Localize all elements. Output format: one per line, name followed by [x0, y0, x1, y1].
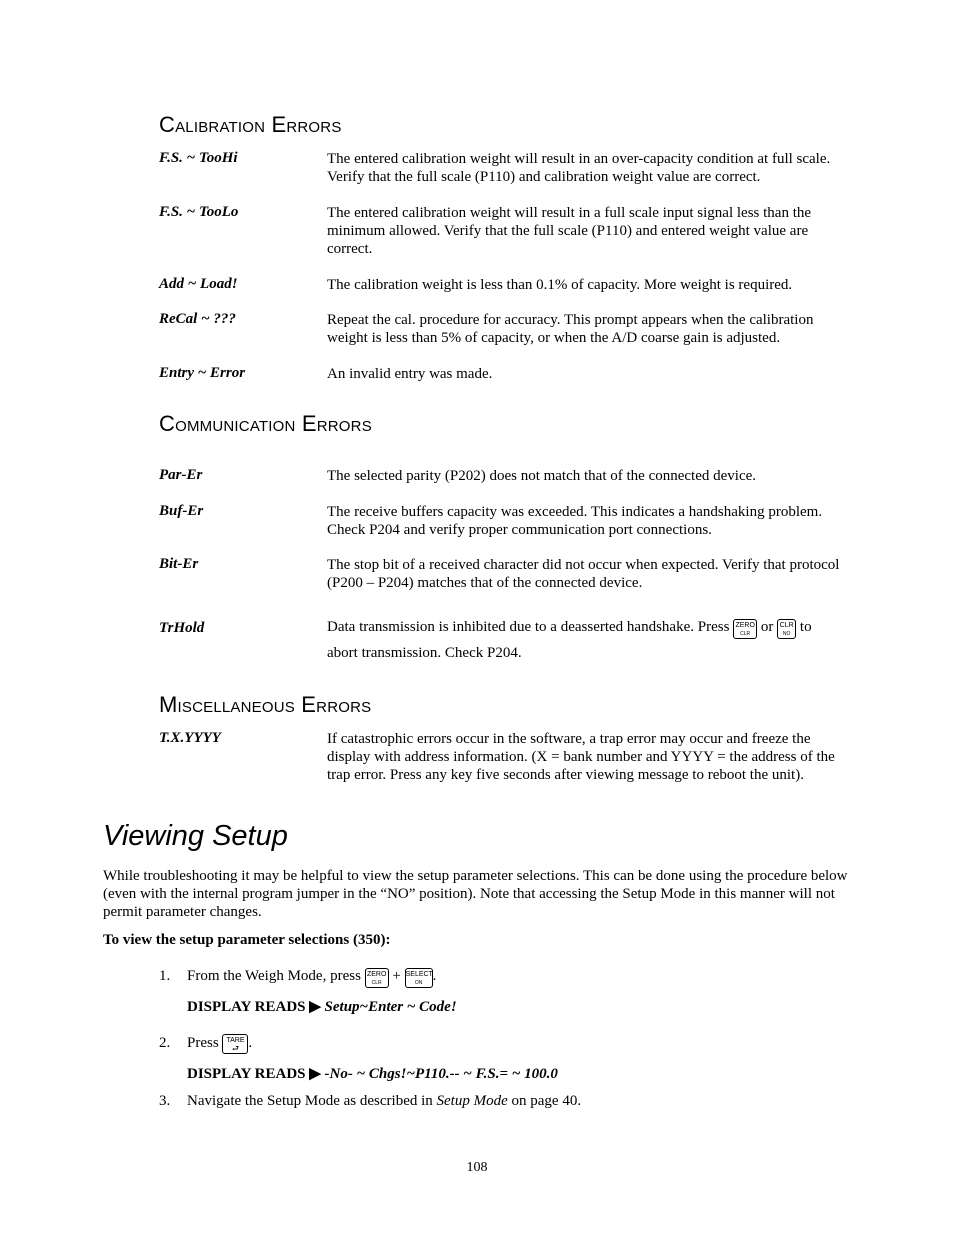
error-description: Repeat the cal. procedure for accuracy. This prompt appears when the calibration weight is less than 5% of capacity, or when the A/D coarse gain is adjusted.	[327, 312, 814, 346]
error-description: The selected parity (P202) does not match that of the connected device.	[327, 468, 757, 484]
communication-errors-heading	[159, 411, 372, 437]
error-code: T.X.YYYY	[159, 730, 221, 746]
heading-initial: E	[301, 692, 317, 717]
key-sublabel: CLR	[371, 980, 382, 986]
step-3	[159, 1092, 859, 1112]
error-description: The entered calibration weight will result in an over-capacity condition at full scale. Verify that the full scale (P110) and calibration weight value are correct.	[327, 151, 831, 185]
display-value: -No- ~ Chgs!~P110.-- ~ F.S.= ~ 100.0	[324, 1066, 558, 1082]
key-sublabel: ON	[414, 980, 423, 986]
heading-text: rrors	[286, 112, 342, 137]
intro-paragraph: While troubleshooting it may be helpful to view the setup parameter selections. This can be done using the procedure below (even with the internal program jumper in the “NO” position). Note that accessing the Setup Mode in this manner will not permit parameter changes.	[103, 868, 848, 920]
heading-text: ommunication	[175, 411, 302, 436]
zero-key-icon	[365, 968, 389, 988]
key-sublabel: ⮐	[231, 1044, 240, 1053]
error-code: F.S. ~ TooLo	[159, 204, 239, 220]
error-code: Bit-Er	[159, 556, 199, 572]
key-label: ZERO	[366, 971, 387, 978]
zero-key-icon	[733, 619, 757, 639]
heading-text: alibration	[175, 112, 272, 137]
heading-initial: E	[271, 112, 287, 137]
error-code: Par-Er	[159, 467, 203, 483]
description-text: to	[796, 619, 812, 635]
step-text	[187, 967, 847, 988]
clr-key-icon	[777, 619, 796, 639]
step-text-part: .	[432, 968, 437, 984]
step-text-part: From the Weigh Mode, press	[187, 968, 365, 984]
step-2	[159, 1030, 859, 1056]
step-text-part: Press	[187, 1035, 223, 1051]
error-description: The receive buffers capacity was exceeded. This indicates a handshaking problem. Check P204 and verify proper communication port connections.	[327, 504, 823, 538]
viewing-setup-title: Viewing Setup	[103, 820, 288, 852]
setup-mode-reference: Setup Mode	[436, 1093, 508, 1109]
tare-key-icon	[222, 1034, 248, 1054]
select-key-icon	[405, 968, 433, 988]
display-value: Setup~Enter ~ Code!	[324, 999, 457, 1015]
error-code: Buf-Er	[159, 503, 204, 519]
error-code: F.S. ~ TooHi	[159, 150, 238, 166]
miscellaneous-errors-heading	[159, 692, 371, 718]
step-number: 2.	[159, 1035, 171, 1051]
key-sublabel: NO	[782, 631, 791, 637]
display-label: DISPLAY READS ▶	[187, 999, 325, 1015]
key-label: ZERO	[735, 622, 755, 629]
step-text-part: Navigate the Setup Mode as described in	[187, 1093, 437, 1109]
error-code: TrHold	[159, 620, 205, 636]
step-text-part: on page 40.	[507, 1093, 582, 1109]
step-text	[187, 1092, 847, 1110]
heading-text: rrors	[316, 411, 372, 436]
heading-initial: E	[301, 411, 317, 436]
description-text: or	[757, 619, 778, 635]
description-text: Data transmission is inhibited due to a deasserted handshake. Press	[327, 619, 734, 635]
display-reads-2	[187, 1064, 558, 1083]
key-sublabel: CLR	[740, 631, 751, 637]
heading-text: rrors	[316, 692, 372, 717]
heading-text: iscellaneous	[177, 692, 302, 717]
error-description: The entered calibration weight will result in a full scale input signal less than the minimum allowed. Verify that the full scale (P110) and entered weight value are correct.	[327, 205, 812, 257]
display-label: DISPLAY READS ▶	[187, 1066, 325, 1082]
heading-initial: C	[159, 411, 176, 436]
key-label: CLR	[779, 622, 794, 629]
error-description: The calibration weight is less than 0.1% of capacity. More weight is required.	[327, 277, 793, 293]
error-description	[327, 614, 857, 666]
step-text-part: .	[248, 1035, 253, 1051]
heading-initial: M	[159, 692, 178, 717]
error-code: ReCal ~ ???	[159, 311, 236, 327]
page-number: 108	[466, 1160, 488, 1175]
display-reads-1	[187, 997, 457, 1016]
step-number: 3.	[159, 1093, 171, 1109]
step-text	[187, 1034, 847, 1054]
procedure-heading: To view the setup parameter selections (350):	[103, 932, 391, 948]
description-text: abort transmission. Check P204.	[327, 645, 522, 661]
step-1	[159, 963, 859, 989]
key-label: SELECT	[405, 971, 433, 978]
heading-initial: C	[159, 112, 176, 137]
key-label: TARE	[226, 1037, 245, 1044]
error-description: An invalid entry was made.	[327, 366, 493, 382]
calibration-errors-heading	[159, 112, 342, 138]
step-number: 1.	[159, 968, 171, 984]
error-description: If catastrophic errors occur in the software, a trap error may occur and freeze the display with address information. (X = bank number and YYYY = the address of the trap error. Press any key five seconds after viewing message to reboot the unit).	[327, 731, 835, 783]
error-description: The stop bit of a received character did not occur when expected. Verify that protocol (P200 – P204) matches that of the connected device.	[327, 557, 840, 591]
error-code: Add ~ Load!	[159, 276, 238, 292]
error-code: Entry ~ Error	[159, 365, 246, 381]
step-text-part: +	[388, 968, 405, 984]
